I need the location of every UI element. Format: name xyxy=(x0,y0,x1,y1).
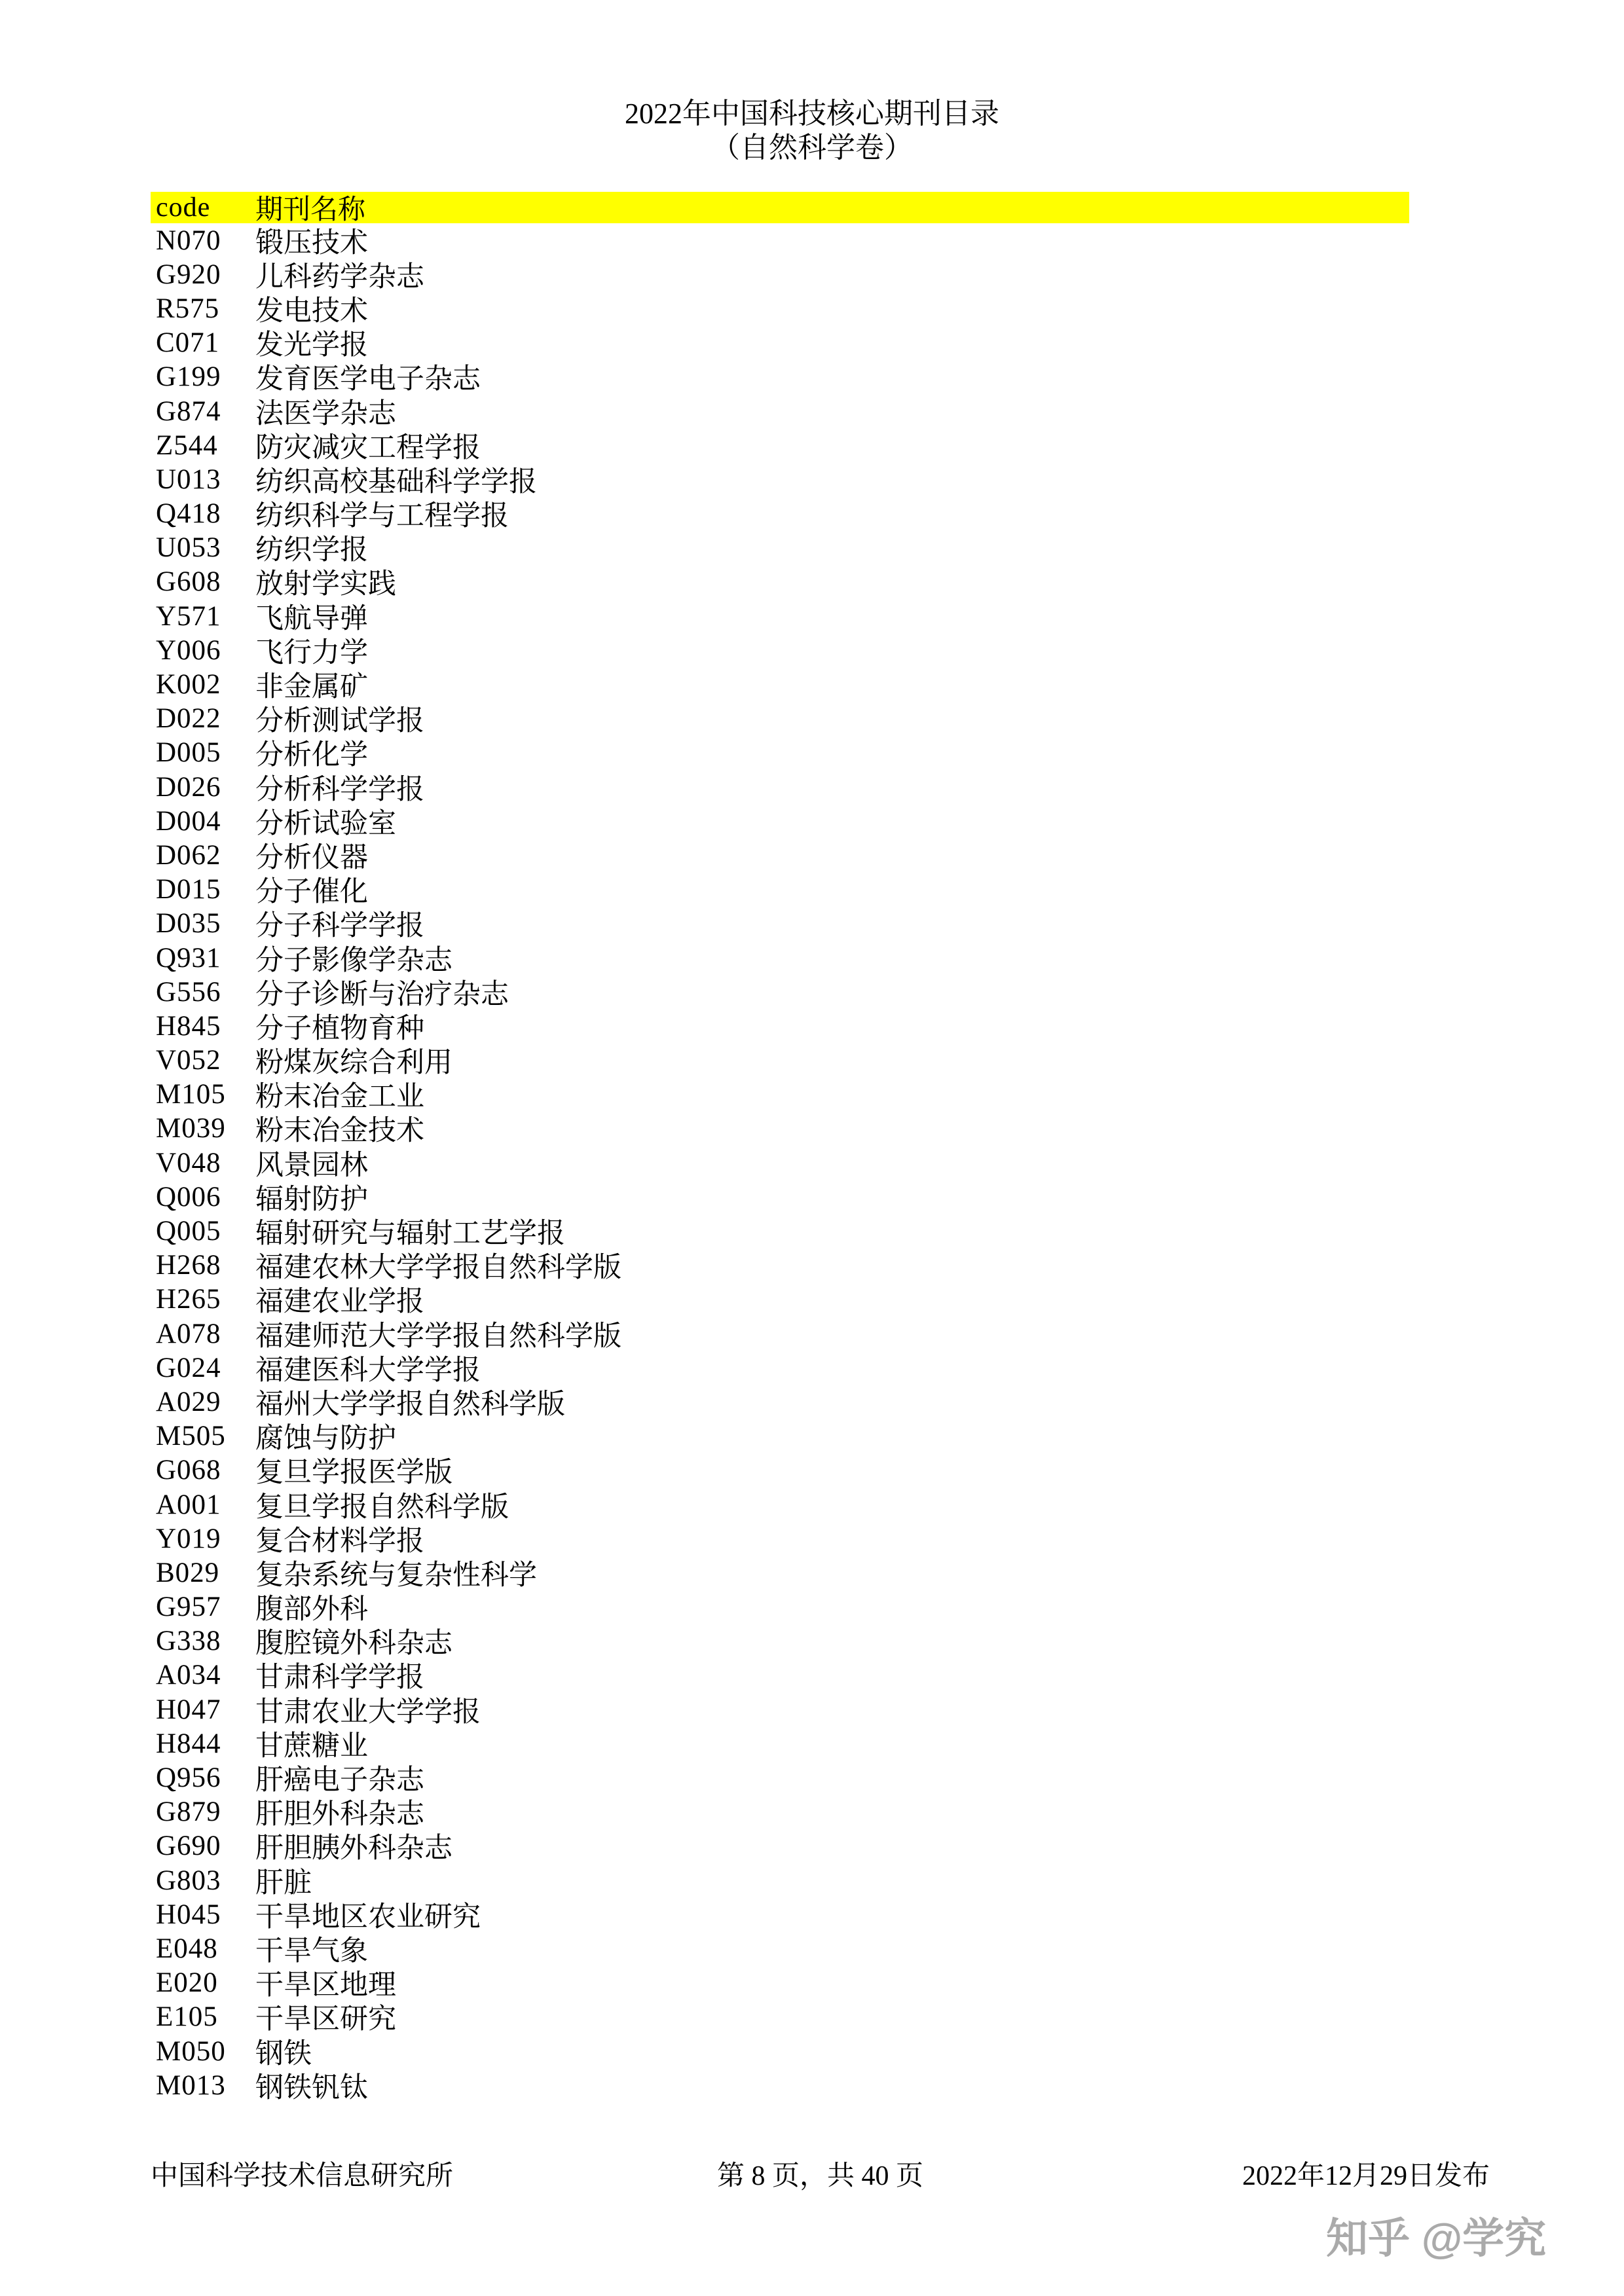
journal-name: 腐蚀与防护 xyxy=(255,1423,396,1455)
journal-name: 肝脏 xyxy=(255,1867,312,1899)
journal-name: 干旱区地理 xyxy=(255,1970,396,2001)
journal-name: 纺织科学与工程学报 xyxy=(255,501,509,532)
journal-name: 分析化学 xyxy=(255,740,368,771)
journal-name: 腹腔镜外科杂志 xyxy=(255,1628,452,1660)
table-row xyxy=(151,1487,1409,1522)
table-row xyxy=(151,1897,1409,1931)
table-row xyxy=(151,1044,1409,1078)
journal-code: G199 xyxy=(156,361,221,393)
journal-table-body xyxy=(151,223,1409,2102)
table-row xyxy=(151,1180,1409,1214)
table-row xyxy=(151,1419,1409,1453)
journal-code: Q006 xyxy=(156,1181,221,1212)
table-row xyxy=(151,462,1409,496)
journal-code: D035 xyxy=(156,908,221,939)
journal-name: 腹部外科 xyxy=(255,1594,368,1626)
journal-name: 福州大学学报自然科学版 xyxy=(255,1389,565,1420)
journal-name: 纺织高校基础科学学报 xyxy=(255,466,537,498)
journal-code: D004 xyxy=(156,805,221,837)
journal-code: M050 xyxy=(156,2035,226,2067)
journal-code: Q931 xyxy=(156,942,221,974)
journal-name: 干旱气象 xyxy=(255,1935,368,1967)
journal-name: 法医学杂志 xyxy=(255,398,396,429)
table-row xyxy=(151,770,1409,804)
journal-name: 肝胆胰外科杂志 xyxy=(255,1833,452,1865)
journal-name: 福建医科大学学报 xyxy=(255,1355,481,1386)
header-code: code xyxy=(156,192,211,223)
table-row xyxy=(151,736,1409,770)
journal-code: D022 xyxy=(156,703,221,735)
table-row xyxy=(151,428,1409,462)
page-footer xyxy=(151,2160,1490,2192)
journal-name: 分析试验室 xyxy=(255,808,396,839)
journal-table xyxy=(151,192,1409,2102)
page-title xyxy=(0,97,1624,165)
table-row xyxy=(151,1146,1409,1180)
journal-code: Z544 xyxy=(156,429,218,461)
journal-code: M105 xyxy=(156,1079,226,1110)
title-line-1: 2022年中国科技核心期刊目录 xyxy=(625,98,999,130)
journal-code: M013 xyxy=(156,2069,226,2101)
table-row xyxy=(151,394,1409,428)
journal-code: D026 xyxy=(156,771,221,803)
journal-name: 放射学实践 xyxy=(255,569,396,600)
journal-code: A029 xyxy=(156,1386,221,1417)
journal-code: M505 xyxy=(156,1421,226,1452)
table-row xyxy=(151,1863,1409,1897)
watermark: 知乎 @学究 xyxy=(1326,2215,1547,2262)
table-row xyxy=(151,873,1409,907)
journal-name: 粉末冶金工业 xyxy=(255,1082,424,1113)
journal-code: H265 xyxy=(156,1284,221,1315)
journal-name: 复合材料学报 xyxy=(255,1525,424,1557)
table-row xyxy=(151,1522,1409,1556)
journal-name: 分子催化 xyxy=(255,877,368,908)
table-row xyxy=(151,1658,1409,1692)
table-row xyxy=(151,1078,1409,1112)
journal-code: G879 xyxy=(156,1796,221,1828)
journal-name: 分子诊断与治疗杂志 xyxy=(255,979,509,1010)
table-row xyxy=(151,2034,1409,2068)
table-row xyxy=(151,907,1409,941)
journal-code: E020 xyxy=(156,1967,218,1999)
journal-code: G608 xyxy=(156,566,221,598)
table-row xyxy=(151,633,1409,667)
journal-name: 肝胆外科杂志 xyxy=(255,1799,424,1831)
journal-name: 分析仪器 xyxy=(255,842,368,873)
journal-code: B029 xyxy=(156,1557,220,1588)
journal-name: 锻压技术 xyxy=(255,227,368,259)
table-row xyxy=(151,1590,1409,1624)
journal-name: 甘肃农业大学学报 xyxy=(255,1696,481,1728)
journal-code: H045 xyxy=(156,1899,221,1930)
journal-code: H047 xyxy=(156,1694,221,1725)
table-row xyxy=(151,1760,1409,1795)
table-row xyxy=(151,702,1409,736)
footer-page-number: 第 8 页，共 40 页 xyxy=(717,2161,924,2191)
table-row xyxy=(151,1283,1409,1317)
table-row xyxy=(151,1829,1409,1863)
journal-code: U053 xyxy=(156,532,221,564)
journal-code: G338 xyxy=(156,1626,221,1657)
journal-code: M039 xyxy=(156,1113,226,1144)
journal-code: G690 xyxy=(156,1831,221,1862)
table-row xyxy=(151,599,1409,633)
journal-code: Q956 xyxy=(156,1762,221,1794)
footer-publisher: 中国科学技术信息研究所 xyxy=(151,2161,454,2191)
table-row xyxy=(151,1009,1409,1043)
journal-code: G803 xyxy=(156,1865,221,1896)
table-row xyxy=(151,1931,1409,1965)
table-row xyxy=(151,565,1409,599)
table-row xyxy=(151,1624,1409,1658)
journal-name: 钢铁 xyxy=(255,2038,312,2069)
header-journal-name: 期刊名称 xyxy=(255,195,366,225)
journal-name: 辐射研究与辐射工艺学报 xyxy=(255,1218,565,1250)
journal-code: R575 xyxy=(156,293,220,324)
journal-name: 福建师范大学学报自然科学版 xyxy=(255,1321,621,1352)
journal-name: 飞行力学 xyxy=(255,637,368,668)
journal-code: H844 xyxy=(156,1728,221,1759)
table-row xyxy=(151,1726,1409,1760)
table-row xyxy=(151,223,1409,257)
journal-code: G920 xyxy=(156,259,221,290)
table-row xyxy=(151,1556,1409,1590)
journal-name: 干旱区研究 xyxy=(255,2004,396,2035)
footer-publish-date: 2022年12月29日发布 xyxy=(1242,2161,1490,2191)
table-row xyxy=(151,326,1409,360)
journal-name: 复旦学报医学版 xyxy=(255,1457,452,1489)
journal-code: A034 xyxy=(156,1660,221,1691)
journal-code: V052 xyxy=(156,1045,221,1076)
journal-name: 风景园林 xyxy=(255,1150,368,1181)
journal-code: G024 xyxy=(156,1352,221,1383)
journal-name: 纺织学报 xyxy=(255,535,368,566)
journal-name: 甘蔗糖业 xyxy=(255,1730,368,1762)
journal-name: 肝癌电子杂志 xyxy=(255,1765,424,1796)
journal-code: Y019 xyxy=(156,1523,221,1554)
journal-name: 分子影像学杂志 xyxy=(255,945,452,976)
title-line-2: （自然科学卷） xyxy=(711,132,913,164)
journal-name: 分子科学学报 xyxy=(255,911,424,942)
journal-code: Y006 xyxy=(156,634,221,666)
table-row xyxy=(151,1248,1409,1283)
table-row xyxy=(151,1112,1409,1146)
journal-code: G556 xyxy=(156,976,221,1008)
journal-code: H268 xyxy=(156,1250,221,1281)
journal-code: G068 xyxy=(156,1455,221,1486)
journal-code: D005 xyxy=(156,737,221,769)
journal-code: Q005 xyxy=(156,1216,221,1247)
journal-name: 钢铁钒钛 xyxy=(255,2072,368,2104)
table-row xyxy=(151,257,1409,291)
table-row xyxy=(151,1453,1409,1487)
table-header-row xyxy=(151,192,1409,223)
journal-code: E105 xyxy=(156,2001,218,2033)
journal-name: 复杂系统与复杂性科学 xyxy=(255,1559,537,1591)
journal-name: 防灾减灾工程学报 xyxy=(255,432,481,464)
journal-name: 儿科药学杂志 xyxy=(255,261,424,293)
journal-name: 福建农业学报 xyxy=(255,1286,424,1318)
journal-code: V048 xyxy=(156,1147,221,1178)
table-row xyxy=(151,531,1409,565)
table-row xyxy=(151,838,1409,872)
journal-code: C071 xyxy=(156,327,220,359)
journal-name: 辐射防护 xyxy=(255,1184,368,1215)
journal-code: A001 xyxy=(156,1489,221,1520)
journal-code: G957 xyxy=(156,1592,221,1623)
table-row xyxy=(151,360,1409,394)
journal-code: N070 xyxy=(156,225,221,256)
table-row xyxy=(151,975,1409,1009)
journal-code: K002 xyxy=(156,669,221,701)
journal-name: 发光学报 xyxy=(255,330,368,361)
journal-code: H845 xyxy=(156,1010,221,1042)
table-row xyxy=(151,804,1409,838)
journal-name: 分析科学学报 xyxy=(255,774,424,805)
journal-name: 分子植物育种 xyxy=(255,1013,424,1044)
table-row xyxy=(151,2068,1409,2102)
journal-name: 粉末冶金技术 xyxy=(255,1116,424,1147)
journal-code: U013 xyxy=(156,464,221,495)
journal-code: Y571 xyxy=(156,600,221,632)
table-row xyxy=(151,1317,1409,1351)
table-row xyxy=(151,1351,1409,1385)
table-row xyxy=(151,1385,1409,1419)
journal-code: D062 xyxy=(156,839,221,871)
journal-name: 干旱地区农业研究 xyxy=(255,1901,481,1933)
journal-code: A078 xyxy=(156,1318,221,1349)
journal-name: 福建农林大学学报自然科学版 xyxy=(255,1252,621,1284)
table-row xyxy=(151,291,1409,325)
journal-name: 非金属矿 xyxy=(255,672,368,703)
table-row xyxy=(151,1795,1409,1829)
table-row xyxy=(151,497,1409,531)
journal-name: 发育医学电子杂志 xyxy=(255,364,481,395)
journal-code: D015 xyxy=(156,874,221,905)
journal-name: 粉煤灰综合利用 xyxy=(255,1048,452,1079)
journal-code: Q418 xyxy=(156,498,221,530)
journal-name: 飞航导弹 xyxy=(255,603,368,634)
journal-code: E048 xyxy=(156,1933,218,1964)
journal-name: 发电技术 xyxy=(255,295,368,327)
journal-name: 分析测试学报 xyxy=(255,706,424,737)
table-row xyxy=(151,1214,1409,1248)
table-row xyxy=(151,667,1409,701)
journal-name: 复旦学报自然科学版 xyxy=(255,1491,509,1523)
journal-name: 甘肃科学学报 xyxy=(255,1662,424,1694)
table-row xyxy=(151,941,1409,975)
table-row xyxy=(151,2000,1409,2034)
table-row xyxy=(151,1692,1409,1726)
table-row xyxy=(151,1966,1409,2000)
journal-code: G874 xyxy=(156,395,221,427)
